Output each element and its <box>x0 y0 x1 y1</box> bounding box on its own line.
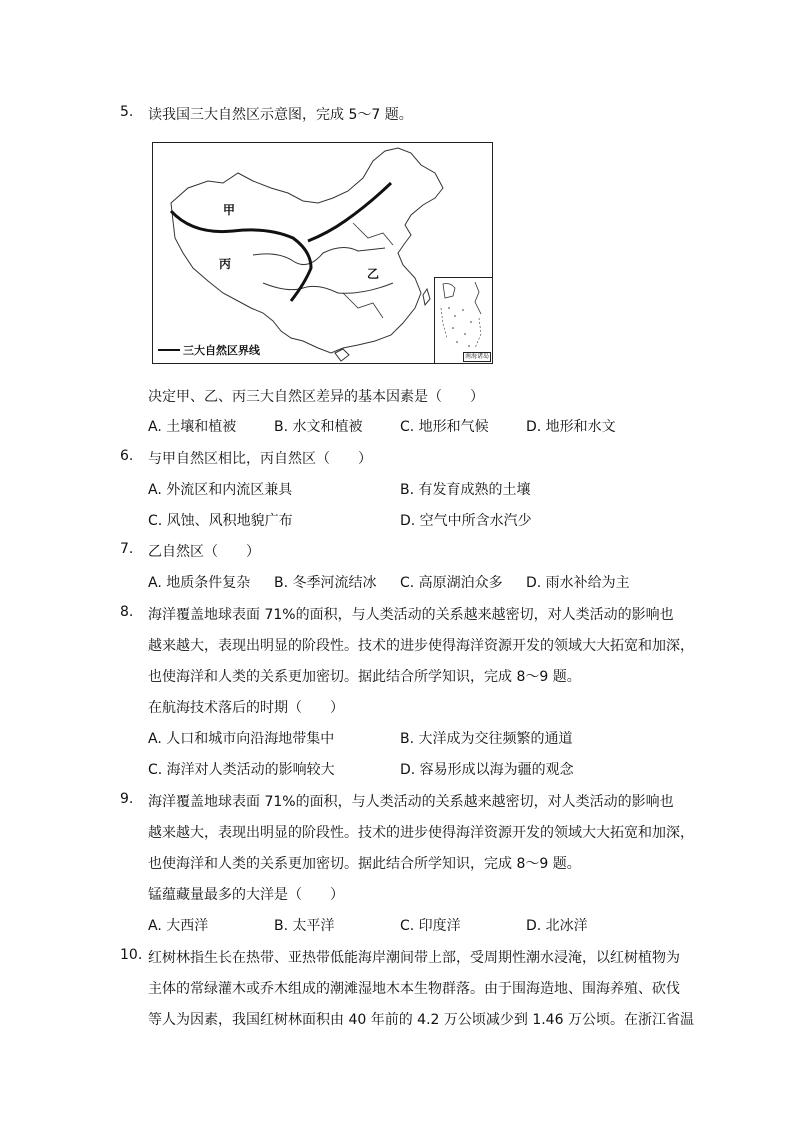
question-stem: 读我国三大自然区示意图，完成 5～7 题。 <box>148 107 413 123</box>
yangtze-river <box>263 283 393 293</box>
taiwan-island <box>423 289 430 305</box>
option-b: B. 冬季河流结冰 <box>274 575 377 591</box>
internal-boundary <box>353 223 393 245</box>
passage-line: 红树林指生长在热带、亚热带低能海岸潮间带上部，受周期性潮水浸淹，以红树植物为 <box>148 950 680 966</box>
question-number: 6. <box>120 448 134 464</box>
passage-line: 越来越大，表现出明显的阶段性。技术的进步使得海洋资源开发的领域大大拓宽和加深， <box>148 825 694 841</box>
china-natural-regions-map <box>152 142 493 364</box>
option-a: A. 土壤和植被 <box>148 419 237 435</box>
option-d: D. 容易形成以海为疆的观念 <box>400 762 574 778</box>
option-d: D. 雨水补给为主 <box>526 575 630 591</box>
passage-line: 海洋覆盖地球表面 71%的面积，与人类活动的关系越来越密切，对人类活动的影响也 <box>148 607 674 623</box>
option-b: B. 大洋成为交往频繁的通道 <box>400 731 573 747</box>
option-b: B. 水文和植被 <box>274 419 363 435</box>
region-label-yi: 乙 <box>367 267 380 281</box>
passage-line: 等人为因素，我国红树林面积由 40 年前的 4.2 万公顷减少到 1.46 万公顷。在浙江省温 <box>148 1012 694 1028</box>
internal-boundary <box>343 293 383 318</box>
option-b: B. 太平洋 <box>274 918 335 934</box>
passage-line: 也使海洋和人类的关系更加密切。据此结合所学知识，完成 8～9 题。 <box>148 856 581 872</box>
question-stem: 与甲自然区相比，丙自然区（ ） <box>148 451 372 467</box>
region-label-bing: 丙 <box>219 257 232 271</box>
question-number: 5. <box>120 104 134 120</box>
option-a: A. 外流区和内流区兼具 <box>148 482 293 498</box>
region-boundary-line <box>308 183 391 241</box>
option-c: C. 印度洋 <box>400 918 461 934</box>
passage-line: 也使海洋和人类的关系更加密切。据此结合所学知识，完成 8～9 题。 <box>148 669 581 685</box>
question-number: 7. <box>120 541 134 557</box>
question-text: 锰蕴藏量最多的大洋是（ ） <box>148 887 344 903</box>
yellow-river <box>253 247 385 264</box>
legend-line-symbol <box>158 349 180 351</box>
option-c: C. 高原湖泊众多 <box>400 575 503 591</box>
question-number: 9. <box>120 791 134 807</box>
region-label-jia: 甲 <box>223 203 236 217</box>
option-c: C. 地形和气候 <box>400 419 489 435</box>
option-c: C. 海洋对人类活动的影响较大 <box>148 762 335 778</box>
option-c: C. 风蚀、风积地貌广布 <box>148 513 293 529</box>
passage-line: 海洋覆盖地球表面 71%的面积，与人类活动的关系越来越密切，对人类活动的影响也 <box>148 794 674 810</box>
south-china-sea-inset <box>434 277 492 363</box>
option-d: D. 北冰洋 <box>526 918 588 934</box>
passage-line: 越来越大，表现出明显的阶段性。技术的进步使得海洋资源开发的领域大大拓宽和加深， <box>148 638 694 654</box>
question-number: 10. <box>120 947 143 963</box>
legend-text: 三大自然区界线 <box>183 344 260 357</box>
question-stem: 乙自然区（ ） <box>148 544 260 560</box>
option-a: A. 大西洋 <box>148 918 209 934</box>
region-boundary-line <box>171 211 311 301</box>
option-b: B. 有发育成熟的土壤 <box>400 482 531 498</box>
map-legend <box>158 342 260 358</box>
question-text: 在航海技术落后的时期（ ） <box>148 700 344 716</box>
option-a: A. 地质条件复杂 <box>148 575 251 591</box>
option-a: A. 人口和城市向沿海地带集中 <box>148 731 335 747</box>
option-d: D. 空气中所含水汽少 <box>400 513 532 529</box>
question-text: 决定甲、乙、丙三大自然区差异的基本因素是（ ） <box>148 389 484 405</box>
option-d: D. 地形和水文 <box>526 419 616 435</box>
question-number: 8. <box>120 604 134 620</box>
passage-line: 主体的常绿灌木或乔木组成的潮滩湿地木本生物群落。由于围海造地、围海养殖、砍伐 <box>148 981 680 997</box>
inset-caption: 南海诸岛 <box>464 353 489 360</box>
